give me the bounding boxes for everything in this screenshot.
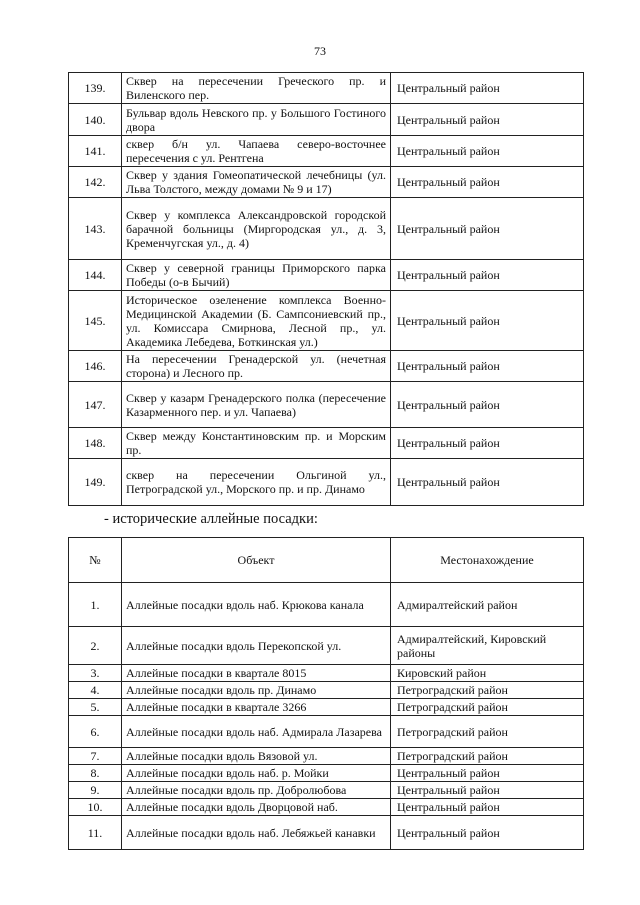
row-number: 144. <box>69 260 122 291</box>
row-location: Центральный район <box>391 291 584 351</box>
row-number: 9. <box>69 782 122 799</box>
row-number: 149. <box>69 459 122 506</box>
row-object: Сквер на пересечении Греческого пр. и Виленского пер. <box>122 73 391 104</box>
row-object: Сквер у казарм Гренадерского полка (пересечение Казарменного пер. и ул. Чапаева) <box>122 382 391 428</box>
row-location: Адмиралтейский, Кировский районы <box>391 627 584 665</box>
table-row <box>69 748 584 765</box>
table-row <box>69 167 584 198</box>
table-row <box>69 428 584 459</box>
row-location: Центральный район <box>391 198 584 260</box>
header-number: № <box>69 538 122 583</box>
row-location: Центральный район <box>391 799 584 816</box>
table-row <box>69 459 584 506</box>
row-object: Аллейные посадки вдоль наб. Лебяжьей канавки <box>122 816 391 850</box>
row-number: 4. <box>69 682 122 699</box>
row-object: Аллейные посадки вдоль наб. р. Мойки <box>122 765 391 782</box>
row-location: Центральный район <box>391 73 584 104</box>
table-row <box>69 104 584 136</box>
row-object: Сквер у здания Гомеопатической лечебницы (ул. Льва Толстого, между домами № 9 и 17) <box>122 167 391 198</box>
row-number: 142. <box>69 167 122 198</box>
row-location: Центральный район <box>391 260 584 291</box>
row-location: Центральный район <box>391 782 584 799</box>
row-location: Центральный район <box>391 136 584 167</box>
row-location: Кировский район <box>391 665 584 682</box>
table-row <box>69 73 584 104</box>
table-row <box>69 782 584 799</box>
table-row <box>69 382 584 428</box>
row-object: Бульвар вдоль Невского пр. у Большого Гостиного двора <box>122 104 391 136</box>
row-number: 147. <box>69 382 122 428</box>
row-object: Сквер между Константиновским пр. и Морским пр. <box>122 428 391 459</box>
row-location: Центральный район <box>391 765 584 782</box>
row-object: Сквер у комплекса Александровской городской барачной больницы (Миргородская ул., д. 3, Кременчугская ул., д. 4) <box>122 198 391 260</box>
row-object: Сквер у северной границы Приморского парка Победы (о-в Бычий) <box>122 260 391 291</box>
table-row <box>69 583 584 627</box>
row-number: 5. <box>69 699 122 716</box>
row-location: Петроградский район <box>391 699 584 716</box>
row-number: 6. <box>69 716 122 748</box>
row-number: 2. <box>69 627 122 665</box>
row-number: 1. <box>69 583 122 627</box>
table-header-row <box>69 538 584 583</box>
row-object: Аллейные посадки вдоль Перекопской ул. <box>122 627 391 665</box>
row-location: Петроградский район <box>391 682 584 699</box>
table-row <box>69 665 584 682</box>
table-row <box>69 816 584 850</box>
green-areas-table <box>68 72 584 506</box>
row-location: Центральный район <box>391 428 584 459</box>
row-number: 143. <box>69 198 122 260</box>
row-number: 140. <box>69 104 122 136</box>
row-number: 11. <box>69 816 122 850</box>
row-object: На пересечении Гренадерской ул. (нечетная сторона) и Лесного пр. <box>122 351 391 382</box>
row-object: сквер на пересечении Ольгиной ул., Петроградской ул., Морского пр. и пр. Динамо <box>122 459 391 506</box>
table-row <box>69 291 584 351</box>
row-object: Аллейные посадки вдоль пр. Добролюбова <box>122 782 391 799</box>
row-object: Аллейные посадки вдоль Дворцовой наб. <box>122 799 391 816</box>
row-number: 139. <box>69 73 122 104</box>
row-number: 7. <box>69 748 122 765</box>
table-row <box>69 351 584 382</box>
row-object: Историческое озеленение комплекса Военно-Медицинской Академии (Б. Сампсониевский пр., ул. Комиссара Смирнова, Лесной пр., ул. Академика Лебедева, Боткинская ул.) <box>122 291 391 351</box>
table-row <box>69 260 584 291</box>
page-number: 73 <box>314 44 326 58</box>
row-number: 8. <box>69 765 122 782</box>
row-location: Петроградский район <box>391 748 584 765</box>
row-object: Аллейные посадки вдоль пр. Динамо <box>122 682 391 699</box>
table-row <box>69 627 584 665</box>
row-number: 10. <box>69 799 122 816</box>
table-row <box>69 765 584 782</box>
row-number: 146. <box>69 351 122 382</box>
row-location: Центральный район <box>391 167 584 198</box>
row-location: Центральный район <box>391 351 584 382</box>
table-row <box>69 716 584 748</box>
alley-plantings-table <box>68 537 584 850</box>
row-location: Адмиралтейский район <box>391 583 584 627</box>
table-row <box>69 699 584 716</box>
header-object: Объект <box>122 538 391 583</box>
row-location: Центральный район <box>391 816 584 850</box>
table-row <box>69 682 584 699</box>
row-number: 3. <box>69 665 122 682</box>
row-number: 141. <box>69 136 122 167</box>
row-object: Аллейные посадки вдоль наб. Крюкова канала <box>122 583 391 627</box>
section-heading: - исторические аллейные посадки: <box>104 511 318 527</box>
row-number: 145. <box>69 291 122 351</box>
header-location: Местонахождение <box>391 538 584 583</box>
row-location: Центральный район <box>391 382 584 428</box>
row-object: сквер б/н ул. Чапаева северо-восточнее пересечения с ул. Рентгена <box>122 136 391 167</box>
row-object: Аллейные посадки вдоль Вязовой ул. <box>122 748 391 765</box>
row-location: Центральный район <box>391 104 584 136</box>
row-location: Центральный район <box>391 459 584 506</box>
row-object: Аллейные посадки вдоль наб. Адмирала Лазарева <box>122 716 391 748</box>
table-row <box>69 136 584 167</box>
row-object: Аллейные посадки в квартале 8015 <box>122 665 391 682</box>
row-object: Аллейные посадки в квартале 3266 <box>122 699 391 716</box>
row-location: Петроградский район <box>391 716 584 748</box>
row-number: 148. <box>69 428 122 459</box>
table-row <box>69 799 584 816</box>
table-row <box>69 198 584 260</box>
